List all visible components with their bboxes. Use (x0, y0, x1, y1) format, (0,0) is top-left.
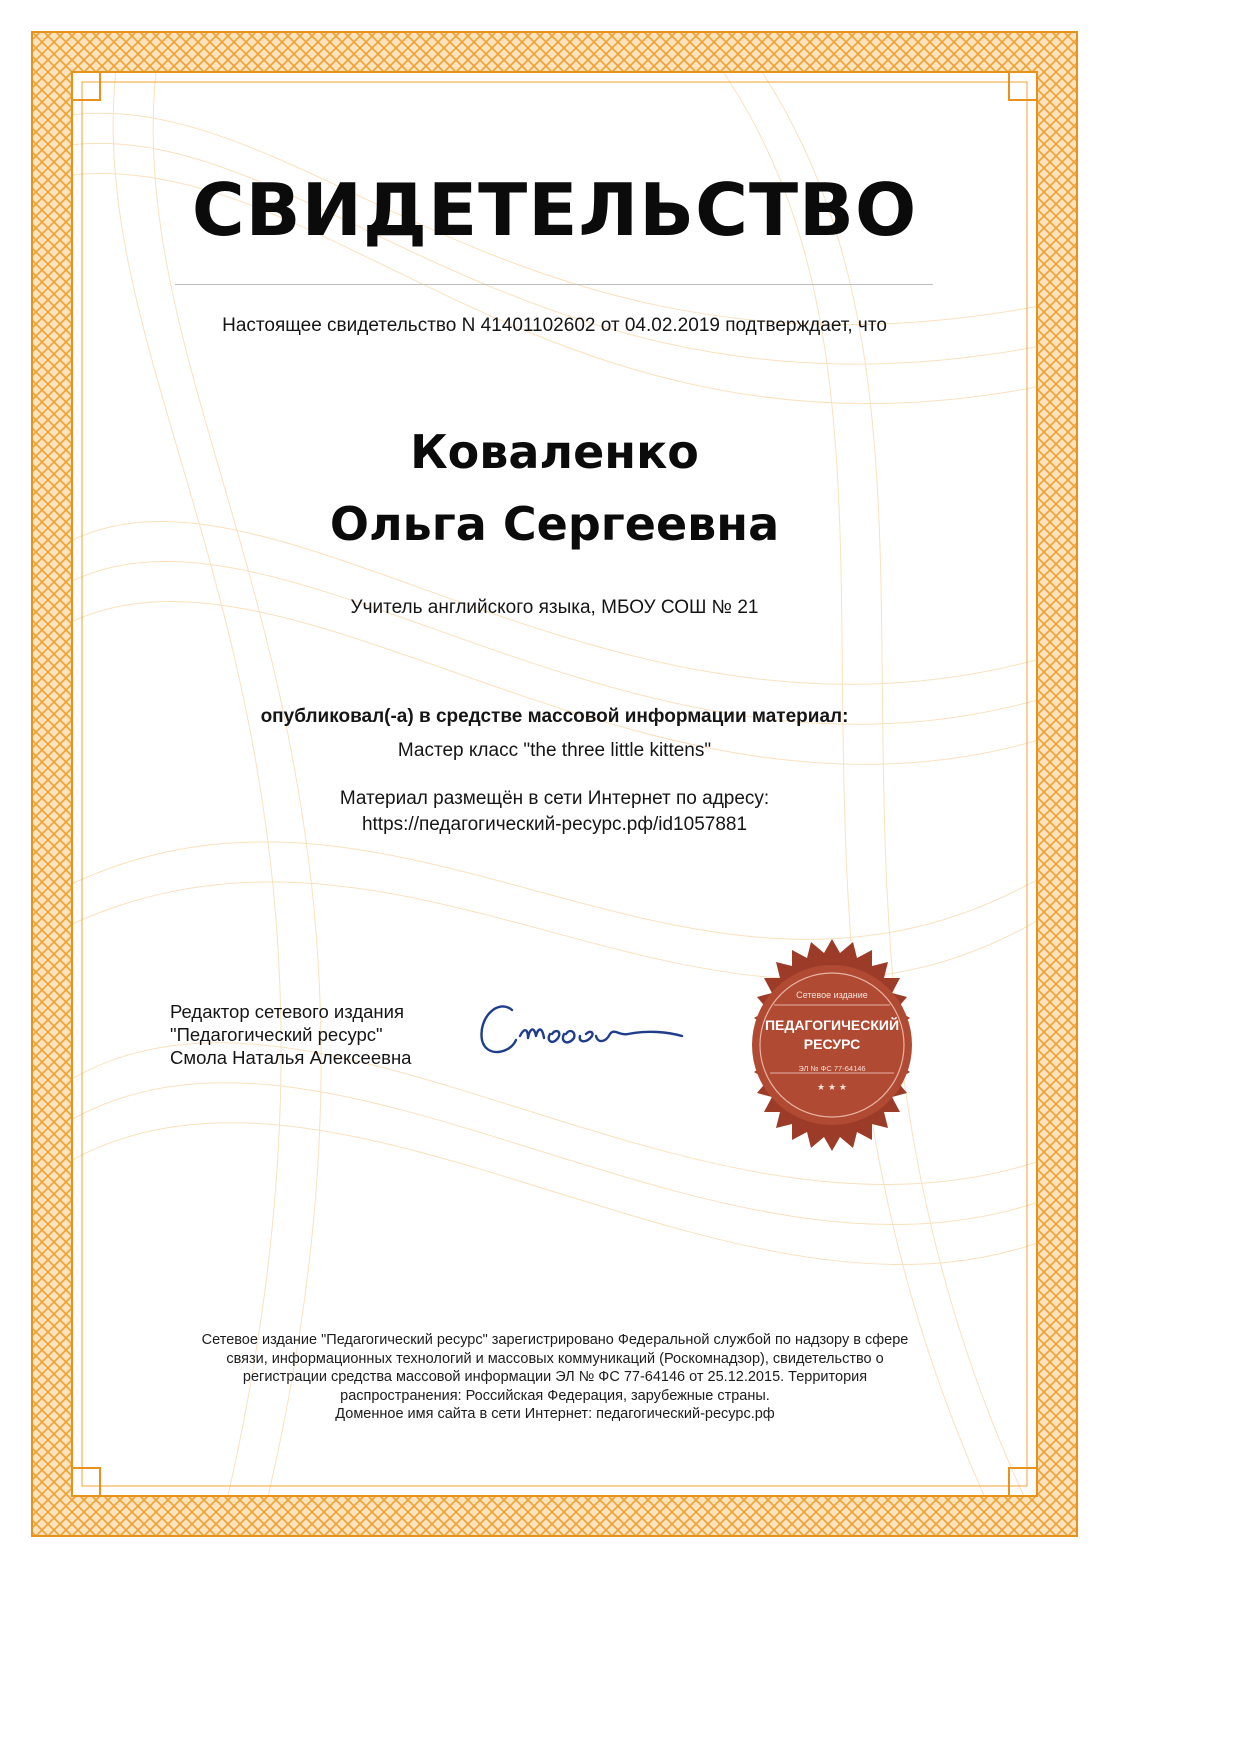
title-divider (175, 284, 933, 285)
footer-line-2: связи, информационных технологий и массовых коммуникаций (Роскомнадзор), свидетельство о (226, 1350, 884, 1367)
certificate-title: СВИДЕТЕЛЬСТВО (191, 168, 918, 252)
footer-line-1: Сетевое издание "Педагогический ресурс" зарегистрировано Федеральной службой по надзору в сфере (201, 1332, 909, 1348)
recipient-name (0, 416, 1109, 560)
material-title: Мастер класс "the three little kittens" (397, 740, 712, 761)
seal-name-line1: ПЕДАГОГИЧЕСКИЙ (764, 1017, 900, 1033)
editor-block (170, 1000, 411, 1069)
editor-line-role: Редактор сетевого издания (170, 1001, 404, 1022)
footer-line-4: распространения: Российская Федерация, зарубежные страны. (340, 1387, 770, 1404)
footer-line-5: Доменное имя сайта в сети Интернет: педагогический-ресурс.рф (335, 1406, 775, 1422)
seal-stars: ★ ★ ★ (817, 1083, 847, 1093)
recipient-surname: Коваленко (410, 425, 699, 479)
editor-line-name: Смола Наталья Алексеевна (170, 1047, 412, 1068)
seal-top-text: Сетевое издание (796, 990, 868, 1000)
editor-line-publication: "Педагогический ресурс" (170, 1024, 383, 1045)
certificate-intro: Настоящее свидетельство N 41401102602 от 04.02.2019 подтверждает, что (222, 315, 887, 336)
seal-registration: ЭЛ № ФС 77-64146 (798, 1064, 866, 1073)
material-url: https://педагогический-ресурс.рф/id1057881 (361, 814, 748, 835)
recipient-given-names: Ольга Сергеевна (329, 497, 780, 551)
published-heading: опубликовал(-а) в средстве массовой информации материал: (260, 706, 849, 727)
editor-signature (468, 988, 708, 1068)
placement-label: Материал размещён в сети Интернет по адресу: (339, 788, 770, 809)
registration-footer (150, 1331, 960, 1424)
footer-line-3: регистрации средства массовой информации ЭЛ № ФС 77-64146 от 25.12.2015. Территория (242, 1369, 868, 1385)
recipient-position: Учитель английского языка, МБОУ СОШ № 21 (350, 597, 759, 618)
seal-name-line2: РЕСУРС (803, 1036, 861, 1052)
publication-seal (722, 935, 942, 1155)
